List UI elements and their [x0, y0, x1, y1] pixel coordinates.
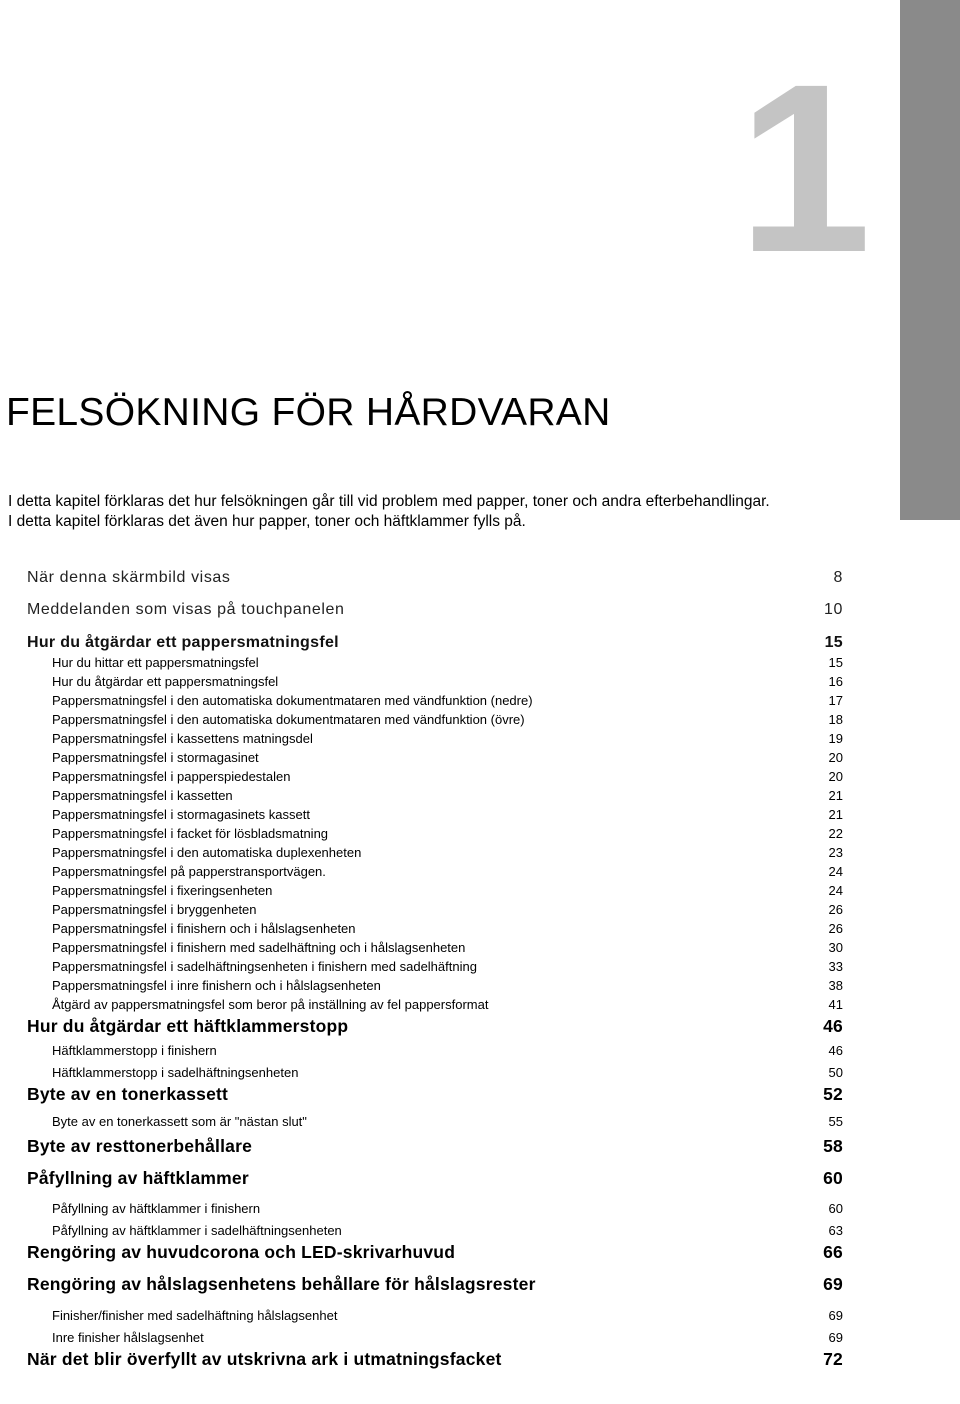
toc-entry[interactable] [0, 569, 960, 587]
toc-page-number: 41 [828, 997, 843, 1012]
toc-entry[interactable] [0, 1016, 960, 1037]
toc-entry-title: Pappersmatningsfel i den automatiska dokumentmataren med vändfunktion (övre) [52, 712, 525, 727]
toc-page-number: 15 [828, 655, 843, 670]
toc-entry-title: Hur du åtgärdar ett häftklammerstopp [27, 1016, 349, 1036]
toc-entry[interactable] [0, 674, 960, 689]
toc-page-number: 66 [823, 1242, 843, 1262]
toc-entry[interactable] [0, 864, 960, 879]
toc-page-number: 26 [828, 921, 843, 936]
toc-entry-title: Hur du åtgärdar ett pappersmatningsfel [27, 634, 339, 651]
toc-entry[interactable] [0, 1308, 960, 1323]
toc-page-number: 8 [833, 569, 843, 586]
toc-page-number: 30 [828, 940, 843, 955]
toc-page-number: 52 [823, 1084, 843, 1104]
toc-entry-title: Pappersmatningsfel i kassettens matningsdel [52, 731, 313, 746]
toc-entry[interactable] [0, 1168, 960, 1189]
toc-entry-title: Meddelanden som visas på touchpanelen [27, 601, 345, 618]
toc-entry-title: Pappersmatningsfel i bryggenheten [52, 902, 257, 917]
toc-entry-title: Pappersmatningsfel i den automatiska dokumentmataren med vändfunktion (nedre) [52, 693, 533, 708]
toc-entry[interactable] [0, 845, 960, 860]
toc-entry-title: Pappersmatningsfel i den automatiska duplexenheten [52, 845, 362, 860]
toc-entry[interactable] [0, 1043, 960, 1058]
toc-page-number: 18 [828, 712, 843, 727]
toc-page-number: 72 [823, 1349, 843, 1369]
toc-page-number: 58 [823, 1136, 843, 1156]
toc-entry-title: Pappersmatningsfel i sadelhäftningsenheten i finishern med sadelhäftning [52, 959, 477, 974]
toc-page-number: 50 [828, 1065, 843, 1080]
toc-entry-title: Pappersmatningsfel på papperstransportvägen. [52, 864, 326, 879]
toc-entry[interactable] [0, 655, 960, 670]
intro-paragraph-2: I detta kapitel förklaras det även hur papper, toner och häftklammer fylls på. [8, 513, 526, 530]
toc-entry-title: Pappersmatningsfel i kassetten [52, 788, 233, 803]
toc-page-number: 26 [828, 902, 843, 917]
chapter-side-tab [900, 0, 960, 520]
toc-page-number: 21 [828, 788, 843, 803]
toc-entry-title: Påfyllning av häftklammer i sadelhäftningsenheten [52, 1223, 342, 1238]
toc-page-number: 21 [828, 807, 843, 822]
toc-entry-title: Pappersmatningsfel i finishern och i hålslagsenheten [52, 921, 356, 936]
toc-entry[interactable] [0, 997, 960, 1012]
toc-entry[interactable] [0, 921, 960, 936]
toc-entry-title: Pappersmatningsfel i papperspiedestalen [52, 769, 291, 784]
toc-page-number: 60 [823, 1168, 843, 1188]
toc-entry-title: Påfyllning av häftklammer [27, 1168, 249, 1188]
toc-entry[interactable] [0, 807, 960, 822]
toc-entry[interactable] [0, 1065, 960, 1080]
toc-entry[interactable] [0, 712, 960, 727]
toc-entry-title: Pappersmatningsfel i inre finishern och i hålslagsenheten [52, 978, 381, 993]
toc-page-number: 16 [828, 674, 843, 689]
toc-entry-title: När denna skärmbild visas [27, 569, 231, 586]
toc-entry[interactable] [0, 1223, 960, 1238]
toc-page-number: 20 [828, 769, 843, 784]
toc-page-number: 20 [828, 750, 843, 765]
toc-page-number: 55 [828, 1114, 843, 1129]
toc-entry-title: Hur du åtgärdar ett pappersmatningsfel [52, 674, 279, 689]
toc-entry-title: Finisher/finisher med sadelhäftning hålslagsenhet [52, 1308, 338, 1323]
toc-entry[interactable] [0, 1242, 960, 1263]
toc-entry[interactable] [0, 769, 960, 784]
toc-entry[interactable] [0, 902, 960, 917]
toc-page-number: 46 [828, 1043, 843, 1058]
chapter-title: FELSÖKNING FÖR HÅRDVARAN [6, 391, 611, 434]
toc-entry-title: När det blir överfyllt av utskrivna ark i utmatningsfacket [27, 1349, 502, 1369]
toc-entry[interactable] [0, 634, 960, 652]
toc-page-number: 46 [823, 1016, 843, 1036]
chapter-number: 1 [738, 34, 872, 302]
toc-entry-title: Rengöring av huvudcorona och LED-skrivarhuvud [27, 1242, 456, 1262]
toc-entry-title: Inre finisher hålslagsenhet [52, 1330, 204, 1345]
toc-entry-title: Byte av en tonerkassett som är "nästan slut" [52, 1114, 307, 1129]
toc-entry-title: Påfyllning av häftklammer i finishern [52, 1201, 261, 1216]
toc-page-number: 15 [824, 634, 843, 651]
toc-entry-title: Byte av en tonerkassett [27, 1084, 229, 1104]
toc-entry[interactable] [0, 788, 960, 803]
toc-page-number: 69 [828, 1308, 843, 1323]
toc-page-number: 24 [828, 883, 843, 898]
toc-entry[interactable] [0, 883, 960, 898]
toc-page-number: 23 [828, 845, 843, 860]
toc-entry[interactable] [0, 1114, 960, 1129]
toc-entry[interactable] [0, 1201, 960, 1216]
toc-entry[interactable] [0, 1274, 960, 1295]
toc-entry[interactable] [0, 940, 960, 955]
toc-entry[interactable] [0, 601, 960, 619]
toc-entry-title: Hur du hittar ett pappersmatningsfel [52, 655, 259, 670]
toc-page-number: 22 [828, 826, 843, 841]
toc-page-number: 17 [828, 693, 843, 708]
toc-page-number: 24 [828, 864, 843, 879]
toc-entry[interactable] [0, 959, 960, 974]
toc-page-number: 69 [828, 1330, 843, 1345]
toc-entry-title: Åtgärd av pappersmatningsfel som beror på inställning av fel pappersformat [52, 997, 489, 1012]
toc-entry[interactable] [0, 1330, 960, 1345]
toc-page-number: 33 [828, 959, 843, 974]
toc-page-number: 69 [823, 1274, 843, 1294]
intro-paragraph-1: I detta kapitel förklaras det hur felsökningen går till vid problem med papper, toner och andra efterbehandlingar. [8, 493, 770, 510]
toc-entry[interactable] [0, 693, 960, 708]
chapter-intro [8, 492, 888, 532]
toc-entry[interactable] [0, 731, 960, 746]
toc-page-number: 63 [828, 1223, 843, 1238]
toc-entry-title: Pappersmatningsfel i finishern med sadelhäftning och i hålslagsenheten [52, 940, 466, 955]
toc-entry-title: Häftklammerstopp i finishern [52, 1043, 217, 1058]
toc-entry-title: Pappersmatningsfel i stormagasinet [52, 750, 259, 765]
toc-page-number: 60 [828, 1201, 843, 1216]
toc-entry[interactable] [0, 1084, 960, 1105]
toc-entry-title: Pappersmatningsfel i facket för lösbladsmatning [52, 826, 329, 841]
toc-entry[interactable] [0, 826, 960, 841]
toc-entry[interactable] [0, 750, 960, 765]
toc-entry[interactable] [0, 978, 960, 993]
toc-entry-title: Byte av resttonerbehållare [27, 1136, 253, 1156]
toc-entry-title: Pappersmatningsfel i fixeringsenheten [52, 883, 273, 898]
toc-entry[interactable] [0, 1136, 960, 1157]
toc-page-number: 10 [824, 601, 843, 618]
toc-entry-title: Rengöring av hålslagsenhetens behållare för hålslagsrester [27, 1274, 536, 1294]
toc-entry[interactable] [0, 1349, 960, 1370]
toc-page-number: 38 [828, 978, 843, 993]
toc-entry-title: Häftklammerstopp i sadelhäftningsenheten [52, 1065, 299, 1080]
toc-entry-title: Pappersmatningsfel i stormagasinets kassett [52, 807, 310, 822]
toc-page-number: 19 [828, 731, 843, 746]
